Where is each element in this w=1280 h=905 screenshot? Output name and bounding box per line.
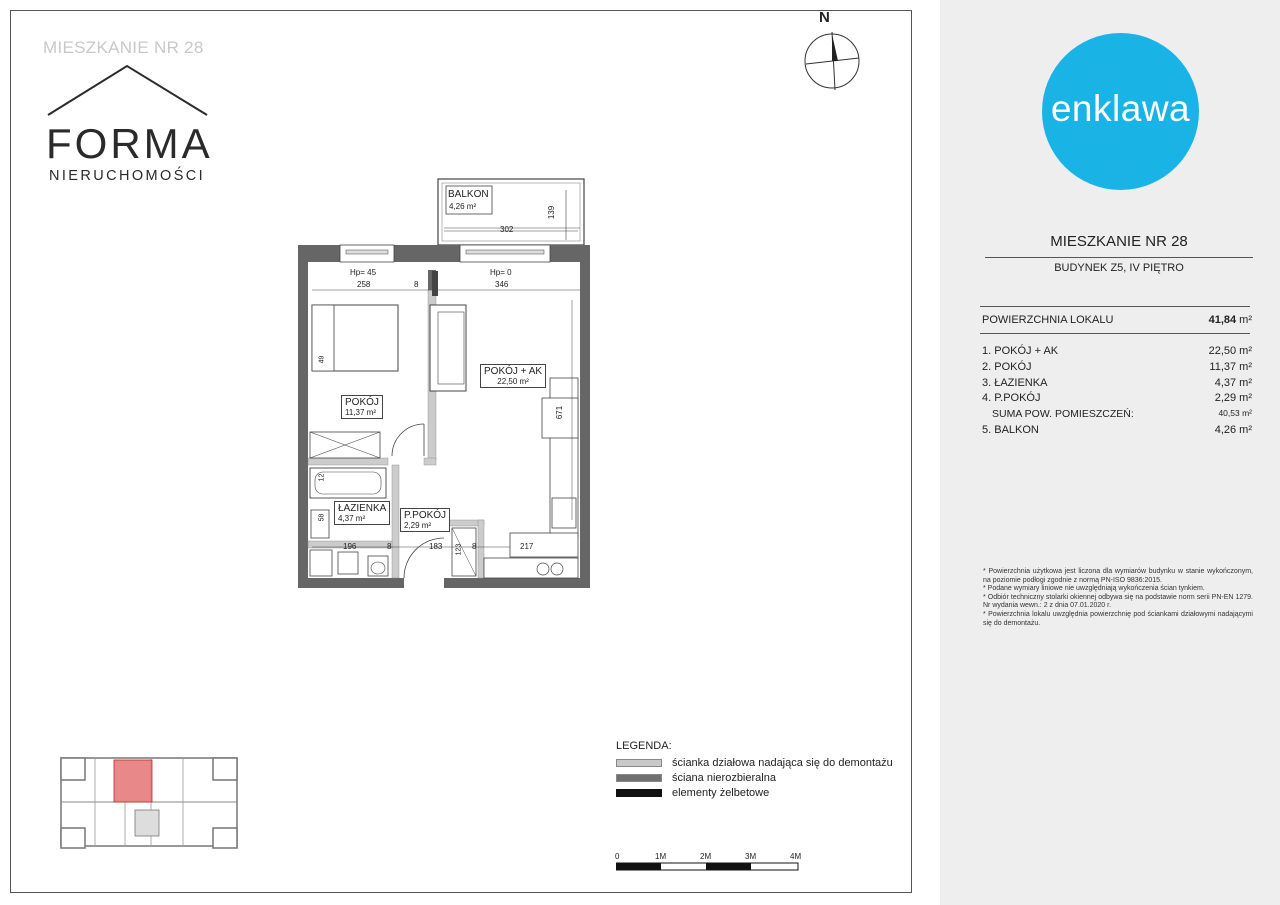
total-area-row: [982, 314, 1252, 326]
scale-label-3: 3M: [745, 852, 757, 861]
total-area-unit: m²: [1239, 314, 1252, 326]
room-label-pokoj: [341, 395, 383, 419]
scale-label-1: 1M: [655, 852, 667, 861]
footnote: * Powierzchnia lokalu uwzględnia powierzchnię pod ściankami działowymi nadającymi się do demontażu.: [983, 610, 1253, 627]
dim-bath-width: 196: [343, 542, 357, 551]
dim-hp-right: Hp= 0: [490, 268, 512, 277]
room-label-pokoj-ak: [480, 364, 546, 388]
key-plan: [55, 748, 245, 858]
balcony-label: BALKON: [448, 189, 489, 200]
room-sum-row: [982, 408, 1252, 424]
divider: [980, 333, 1250, 334]
footnote: * Powierzchnia użytkowa jest liczona dla wymiarów budynku w stanie wykończonym, na poziomie podłogi zgodnie z normą PN-ISO 9836:2015.: [983, 568, 1253, 584]
forma-logo: FORMA: [46, 120, 213, 167]
legend-swatch: [616, 759, 662, 767]
legend-label: elementy żelbetowe: [672, 786, 770, 799]
compass-label: N: [819, 9, 830, 26]
dim-wall-8c: 8: [472, 542, 477, 551]
divider: [985, 257, 1253, 258]
total-area-label: POWIERZCHNIA LOKALU: [982, 314, 1114, 326]
footnote: * Odbiór techniczny stolarki okiennej odbywa się na podstawie norm serii PN-EN 1279. Nr wydania wewn.: 2 z dnia 07.01.2020 r.: [983, 593, 1253, 610]
room-area: 22,50 m²: [497, 377, 529, 386]
total-area-value: 41,84: [1208, 314, 1237, 326]
room-row: [982, 377, 1252, 393]
room-row-label: SUMA POW. POMIESZCZEŃ:: [992, 408, 1134, 421]
room-row-label: 4. P.POKÓJ: [982, 392, 1041, 405]
room-name: ŁAZIENKA: [338, 503, 387, 514]
legend-label: ściana nierozbieralna: [672, 771, 776, 784]
room-row-label: 1. POKÓJ + AK: [982, 345, 1059, 357]
legend-row: [616, 755, 893, 770]
header-flat-title: MIESZKANIE NR 28: [43, 38, 204, 57]
dim-kitchen-width: 217: [520, 542, 534, 551]
key-plan-highlight: [114, 760, 152, 802]
dim-wall-8a: 8: [414, 280, 419, 289]
enklawa-logo: [1042, 33, 1199, 190]
dim-hp-left: Hp= 45: [350, 268, 377, 277]
room-label-lazienka: [334, 501, 390, 525]
dim-window-depth: 49: [318, 355, 326, 364]
dim-bath-58: 58: [318, 513, 326, 522]
dim-bath-12: 12: [318, 473, 326, 482]
building-info: BUDYNEK Z5, IV PIĘTRO: [1054, 262, 1184, 274]
legend-row: [616, 785, 893, 800]
room-row-value: 11,37 m²: [1209, 360, 1252, 373]
room-row-value: 22,50 m²: [1208, 345, 1252, 357]
room-area: 4,37 m²: [338, 514, 366, 523]
room-row-value: 2,29 m²: [1214, 392, 1252, 405]
legend-row: [616, 770, 893, 785]
room-name: POKÓJ + AK: [484, 366, 543, 377]
room-row: [982, 424, 1252, 440]
room-row: [982, 361, 1252, 377]
legend-title: LEGENDA:: [616, 740, 672, 752]
forma-subtitle: NIERUCHOMOŚCI: [49, 168, 206, 184]
scale-bar: [616, 862, 800, 872]
dim-balcony-depth: 139: [547, 205, 557, 220]
room-row: [982, 392, 1252, 408]
room-label-ppokoj: [400, 508, 450, 532]
logo-text: enklawa: [1050, 88, 1191, 129]
dim-left-width: 258: [357, 280, 371, 289]
scale-label-4: 4M: [790, 852, 802, 861]
dim-wall-8b: 8: [387, 542, 392, 551]
room-row-value: 40,53 m²: [1218, 408, 1252, 419]
legend-swatch: [616, 774, 662, 782]
scale-label-0: 0: [615, 852, 620, 861]
legend-swatch: [616, 789, 662, 797]
room-row-label: 5. BALKON: [982, 423, 1039, 436]
legend-label: ścianka działowa nadająca się do demontażu: [672, 756, 893, 769]
room-area: 2,29 m²: [404, 521, 432, 530]
footnote: * Podane wymiary liniowe nie uwzględniają wykończenia ścian tynkiem.: [983, 585, 1205, 593]
room-row-value: 4,37 m²: [1214, 376, 1252, 389]
room-row: [982, 345, 1252, 361]
room-area: 11,37 m²: [345, 408, 376, 417]
dim-balcony-width: 302: [500, 225, 514, 234]
dim-hall-width: 183: [429, 542, 443, 551]
room-row-label: 2. POKÓJ: [982, 360, 1032, 373]
scale-label-2: 2M: [700, 852, 712, 861]
room-row-label: 3. ŁAZIENKA: [982, 376, 1048, 389]
dim-right-width: 346: [495, 280, 509, 289]
room-name: P.POKÓJ: [404, 510, 447, 521]
flat-title: MIESZKANIE NR 28: [1050, 233, 1188, 250]
balcony-area: 4,26 m²: [449, 202, 477, 211]
room-row-value: 4,26 m²: [1214, 423, 1252, 436]
footnotes: [983, 568, 1253, 628]
total-area-value-wrap: [1209, 314, 1252, 326]
room-list: [982, 345, 1252, 440]
divider: [980, 306, 1250, 307]
dim-closet-depth: 123: [455, 543, 463, 556]
dim-kitchen-depth: 671: [555, 405, 565, 420]
legend: [616, 740, 893, 800]
room-name: POKÓJ: [345, 397, 379, 408]
